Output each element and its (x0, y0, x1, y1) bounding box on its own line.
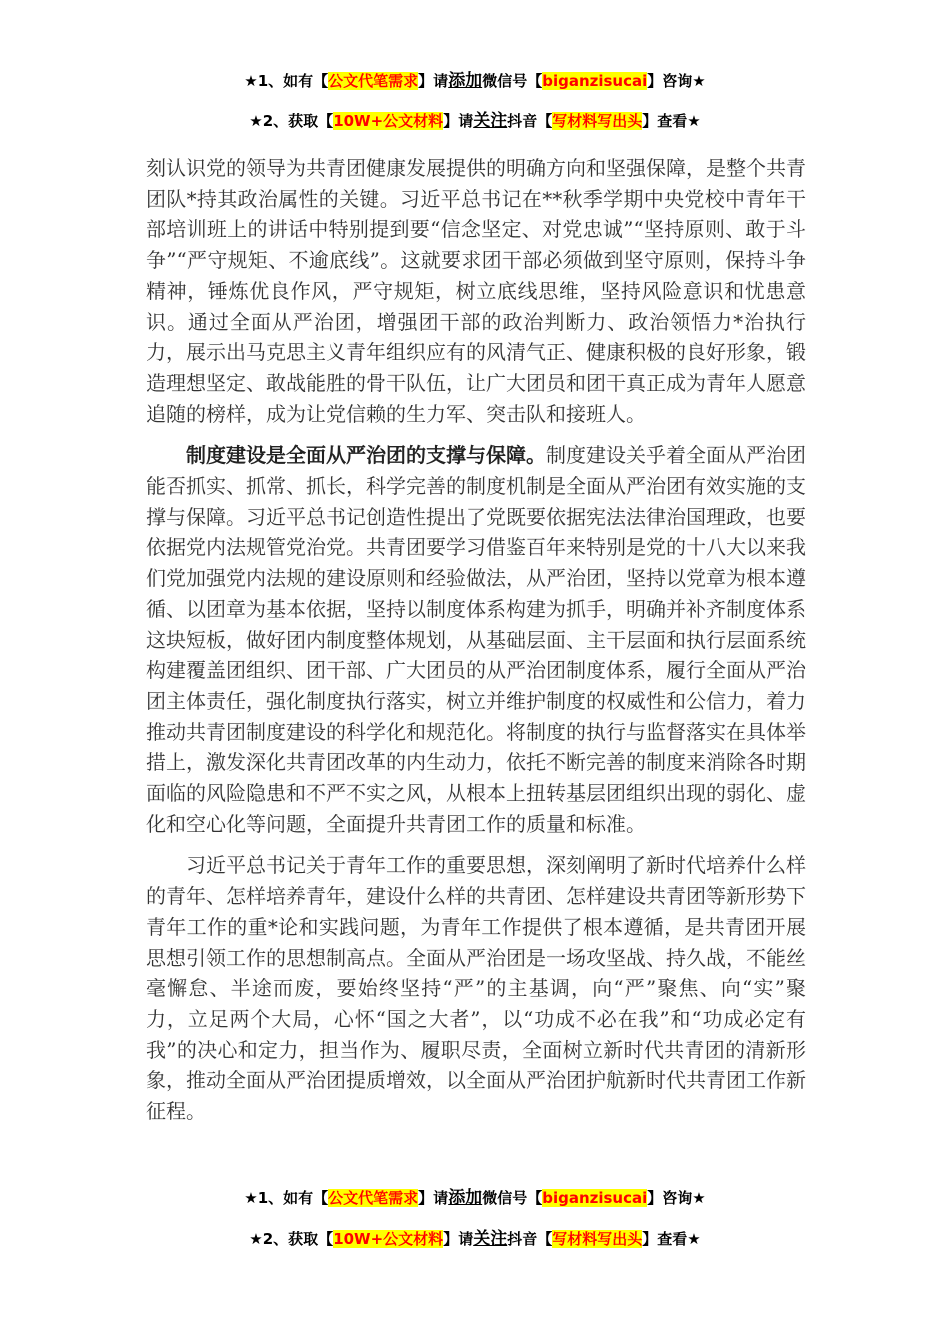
promo-text: 】请 (418, 72, 449, 90)
promo-suffix: 】咨询★ (647, 1189, 706, 1207)
promo-highlight: 公文代笔需求 (328, 1189, 419, 1207)
promo-suffix: 】查看★ (642, 112, 701, 130)
paragraph-2-lead: 制度建设是全面从严治团的支撑与保障。 (186, 443, 546, 468)
promo-underlined: 关注 (473, 1229, 508, 1249)
promo-text: 微信号【 (482, 1189, 543, 1207)
paragraph-3: 习近平总书记关于青年工作的重要思想，深刻阐明了新时代培养什么样的青年、怎样培养青年，建设什么样的共青团、怎样建设共青团等新形势下青年工作的重*论和实践问题，为青年工作提供了根本遵循，是共青团开展思想引领工作的思想制高点。全面从严治团是一场攻坚战、持久战，不能丝毫懈怠、半途而废，要始终坚持“严”的主基调，向“严”聚焦、向“实”聚力，立足两个大局，心怀“国之大者”，以“功成不必在我”和“功成必定有我”的决心和定力，担当作为、履职尽责，全面树立新时代共青团的清新形象，推动全面从严治团提质增效，以全面从严治团护航新时代共青团工作新征程。 (146, 853, 806, 1124)
promo-text: 抖音【 (507, 112, 553, 130)
promo-text: 】请 (443, 1230, 474, 1248)
promo-prefix: ★1、如有【 (244, 1189, 329, 1207)
promo-suffix: 】查看★ (642, 1230, 701, 1248)
promo-highlight: 10W+公文材料 (333, 1230, 444, 1248)
promo-douyin-id: 写材料写出头 (552, 1230, 643, 1248)
promo-prefix: ★2、获取【 (249, 1230, 334, 1248)
body-content (146, 153, 806, 1127)
promo-underlined: 关注 (473, 111, 508, 131)
promo-douyin-id: 写材料写出头 (552, 112, 643, 130)
promo-prefix: ★2、获取【 (249, 112, 334, 130)
footer-promo-line-2 (0, 1228, 950, 1250)
paragraph-2 (146, 440, 806, 839)
promo-highlight: 10W+公文材料 (333, 112, 444, 130)
paragraph-2-text: 制度建设关乎着全面从严治团能否抓实、抓常、抓长，科学完善的制度机制是全面从严治团有效实施的支撑与保障。习近平总书记创造性提出了党既要依据宪法法律治国理政，也要依据党内法规管党治党。共青团要学习借鉴百年来特别是党的十八大以来我们党加强党内法规的建设原则和经验做法，从严治团，坚持以党章为根本遵循、以团章为基本依据，坚持以制度体系构建为抓手，明确并补齐制度体系这块短板，做好团内制度整体规划，从基础层面、主干层面和执行层面系统构建覆盖团组织、团干部、广大团员的从严治团制度体系，履行全面从严治团主体责任，强化制度执行落实，树立并维护制度的权威性和公信力，着力推动共青团制度建设的科学化和规范化。将制度的执行与监督落实在具体举措上，激发深化共青团改革的内生动力，依托不断完善的制度来消除各时期面临的风险隐患和不严不实之风，从根本上扭转基层团组织出现的弱化、虚化和空心化等问题，全面提升共青团工作的质量和标准。 (146, 443, 806, 836)
header-promo-line-2 (0, 110, 950, 132)
promo-text: 】请 (418, 1189, 449, 1207)
promo-prefix: ★1、如有【 (244, 72, 329, 90)
promo-wechat-id: biganzisucai (542, 1189, 648, 1207)
promo-text: 抖音【 (507, 1230, 553, 1248)
promo-suffix: 】咨询★ (647, 72, 706, 90)
promo-underlined: 添加 (448, 71, 483, 91)
promo-text: 】请 (443, 112, 474, 130)
promo-underlined: 添加 (448, 1188, 483, 1208)
promo-highlight: 公文代笔需求 (328, 72, 419, 90)
paragraph-1: 刻认识党的领导为共青团健康发展提供的明确方向和坚强保障，是整个共青团队*持其政治属性的关键。习近平总书记在**秋季学期中央党校中青年干部培训班上的讲话中特别提到要“信念坚定、对党忠诚”“坚持原则、敢于斗争”“严守规矩、不逾底线”。这就要求团干部必须做到坚守原则，保持斗争精神，锤炼优良作风，严守规矩，树立底线思维，坚持风险意识和忧患意识。通过全面从严治团，增强团干部的政治判断力、政治领悟力*治执行力，展示出马克思主义青年组织应有的风清气正、健康积极的良好形象，锻造理想坚定、敢战能胜的骨干队伍，让广大团员和团干真正成为青年人愿意追随的榜样，成为让党信赖的生力军、突击队和接班人。 (146, 156, 806, 426)
footer-promo-line-1 (0, 1187, 950, 1209)
promo-text: 微信号【 (482, 72, 543, 90)
header-promo-line-1 (0, 70, 950, 92)
promo-wechat-id: biganzisucai (542, 72, 648, 90)
